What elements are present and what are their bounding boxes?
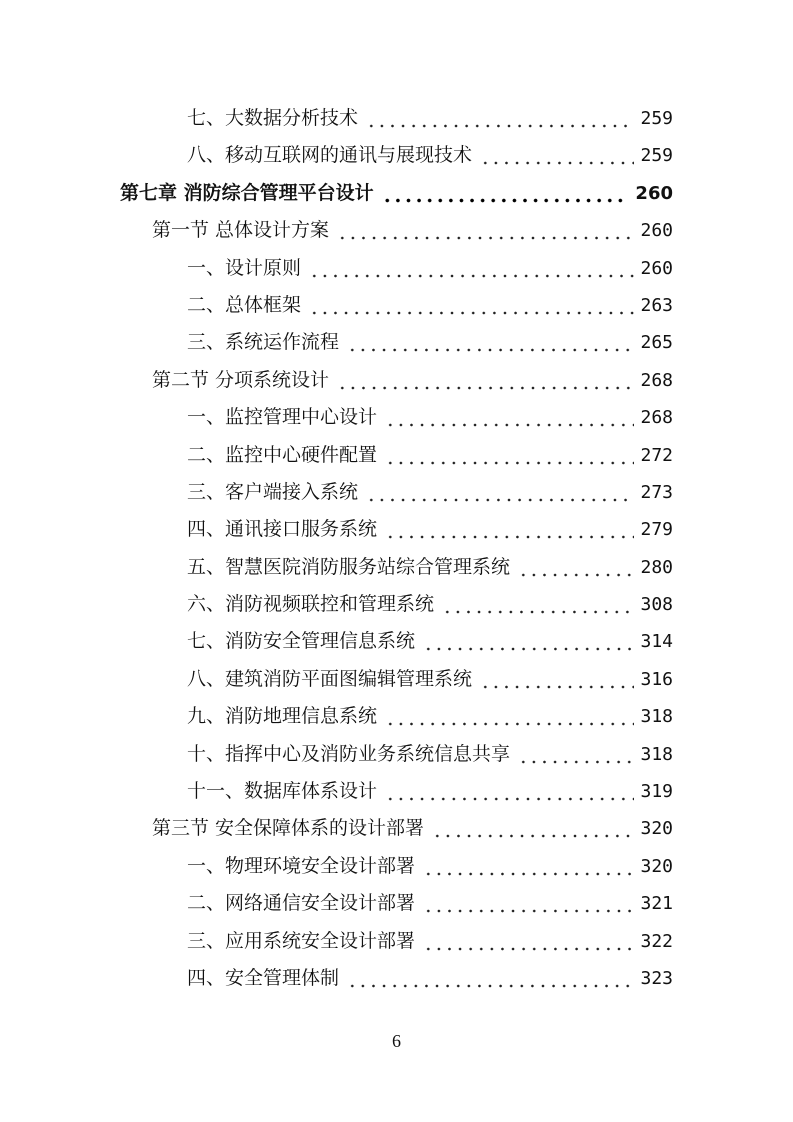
toc-section-title: 第一节 总体设计方案 [152,219,330,242]
toc-entry-title: 三、客户端接入系统 [187,480,359,503]
toc-section-title: 第三节 安全保障体系的设计部署 [152,817,425,840]
toc-entry-page: 308 [640,594,673,616]
toc-entry[interactable] [0,511,673,548]
toc-entry-title: 四、安全管理体制 [187,966,340,989]
toc-entry-page: 259 [640,108,673,129]
toc-entry-page: 279 [640,519,673,541]
dot-leader [440,586,634,623]
toc-entry[interactable] [0,250,673,287]
toc-entry-title: 二、总体框架 [187,293,302,316]
toc-entry-page: 268 [640,407,673,429]
toc-entry-page: 322 [640,930,673,952]
dot-leader [421,623,634,660]
dot-leader [345,960,634,997]
toc-entry-title: 七、消防安全管理信息系统 [187,630,416,653]
dot-leader [383,773,634,810]
toc-entry-page: 273 [640,481,673,503]
toc-entry-page: 318 [640,743,673,765]
dot-leader [307,250,634,287]
dot-leader [383,511,634,548]
toc-entry[interactable] [0,100,673,137]
toc-entry[interactable] [0,773,673,810]
dot-leader [421,923,634,960]
toc-chapter[interactable] [0,175,673,212]
toc-entry-page: 316 [640,668,673,690]
toc-chapter-page: 260 [635,182,673,204]
toc-entry-title: 四、通讯接口服务系统 [187,518,378,541]
toc-chapter-title: 第七章 消防综合管理平台设计 [120,181,374,204]
toc-entry[interactable] [0,960,673,997]
toc-section-page: 260 [640,220,673,242]
dot-leader [335,212,634,249]
dot-leader [478,137,634,174]
dot-leader [383,698,634,735]
toc-entry[interactable] [0,736,673,773]
dot-leader [345,324,634,361]
dot-leader [516,736,634,773]
toc-entry-title: 一、监控管理中心设计 [187,406,378,429]
toc-entry-title: 一、物理环境安全设计部署 [187,854,416,877]
dot-leader [516,549,634,586]
toc-entry[interactable] [0,885,673,922]
toc-entry[interactable] [0,623,673,660]
dot-leader [421,848,634,885]
table-of-contents [0,100,673,997]
dot-leader [364,474,634,511]
toc-entry-page: 263 [640,294,673,316]
toc-section[interactable] [0,212,673,249]
dot-leader [307,287,634,324]
toc-entry-title: 八、移动互联网的通讯与展现技术 [187,144,473,167]
toc-entry-page: 320 [640,855,673,877]
toc-section-title: 第二节 分项系统设计 [152,368,330,391]
toc-entry-page: 318 [640,706,673,728]
dot-leader [383,437,634,474]
toc-section[interactable] [0,362,673,399]
toc-entry[interactable] [0,661,673,698]
dot-leader [383,399,634,436]
toc-section[interactable] [0,810,673,847]
toc-entry-page: 319 [640,781,673,803]
dot-leader [335,362,634,399]
toc-entry-title: 七、大数据分析技术 [187,107,359,129]
toc-entry-title: 六、消防视频联控和管理系统 [187,593,435,616]
toc-entry[interactable] [0,923,673,960]
toc-section-page: 320 [640,818,673,840]
dot-leader [364,100,634,137]
toc-entry[interactable] [0,848,673,885]
toc-entry[interactable] [0,287,673,324]
toc-section-page: 268 [640,369,673,391]
toc-entry-page: 272 [640,444,673,466]
toc-entry-page: 260 [640,257,673,279]
dot-leader [380,175,630,212]
toc-entry-title: 二、监控中心硬件配置 [187,443,378,466]
toc-entry-page: 323 [640,967,673,989]
toc-entry-page: 321 [640,893,673,915]
toc-entry-title: 八、建筑消防平面图编辑管理系统 [187,667,473,690]
toc-entry-title: 一、设计原则 [187,256,302,279]
toc-entry-page: 280 [640,556,673,578]
toc-entry-page: 259 [640,145,673,167]
toc-entry[interactable] [0,324,673,361]
dot-leader [478,661,634,698]
toc-entry-page: 265 [640,332,673,354]
toc-entry-title: 九、消防地理信息系统 [187,705,378,728]
toc-entry[interactable] [0,437,673,474]
toc-entry[interactable] [0,698,673,735]
toc-entry[interactable] [0,474,673,511]
toc-entry-title: 三、系统运作流程 [187,331,340,354]
toc-entry-title: 十一、数据库体系设计 [187,780,378,803]
toc-entry[interactable] [0,549,673,586]
toc-entry-title: 十、指挥中心及消防业务系统信息共享 [187,742,511,765]
toc-entry[interactable] [0,586,673,623]
toc-entry[interactable] [0,399,673,436]
dot-leader [430,810,634,847]
toc-entry[interactable] [0,137,673,174]
toc-entry-title: 三、应用系统安全设计部署 [187,929,416,952]
dot-leader [421,885,634,922]
toc-entry-page: 314 [640,631,673,653]
toc-entry-title: 二、网络通信安全设计部署 [187,892,416,915]
page-number: 6 [392,1031,401,1051]
toc-entry-title: 五、智慧医院消防服务站综合管理系统 [187,555,511,578]
